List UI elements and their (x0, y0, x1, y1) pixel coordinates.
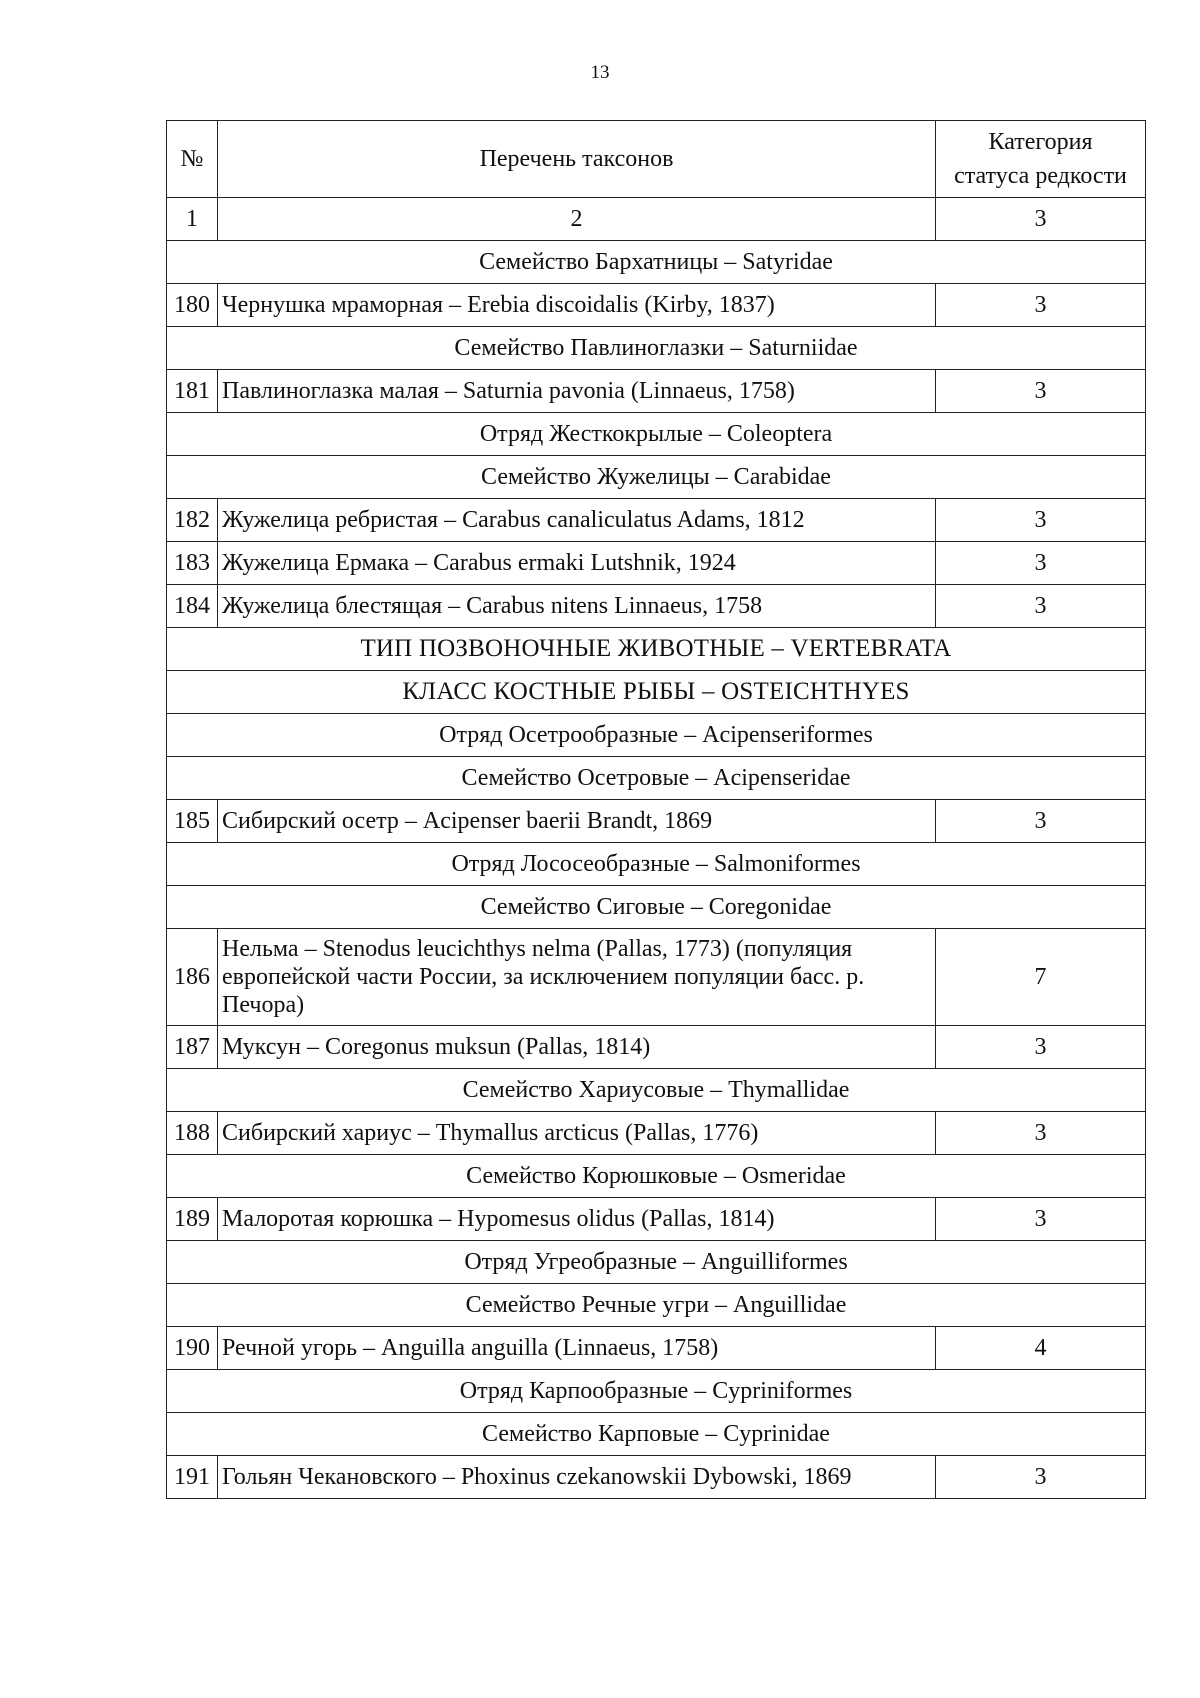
taxon-number: 181 (167, 370, 218, 413)
taxon-name: Малоротая корюшка – Hypomesus olidus (Pallas, 1814) (218, 1198, 936, 1241)
group-heading: Семейство Речные угри – Anguillidae (167, 1284, 1146, 1327)
group-heading: Отряд Карпообразные – Cypriniformes (167, 1370, 1146, 1413)
group-heading: Отряд Осетрообразные – Acipenseriformes (167, 714, 1146, 757)
taxon-row (167, 800, 1146, 843)
group-heading-row (167, 1284, 1146, 1327)
rarity-category: 3 (936, 284, 1146, 327)
group-heading-row (167, 757, 1146, 800)
taxon-name: Нельма – Stenodus leucichthys nelma (Pallas, 1773) (популяция европейской части России, за исключением популяции басс. р. Печора) (218, 929, 936, 1026)
taxon-name: Жужелица ребристая – Carabus canaliculatus Adams, 1812 (218, 499, 936, 542)
taxon-number: 182 (167, 499, 218, 542)
group-heading: Отряд Лососеобразные – Salmoniformes (167, 843, 1146, 886)
taxon-name: Сибирский осетр – Acipenser baerii Brandt, 1869 (218, 800, 936, 843)
taxon-row (167, 284, 1146, 327)
group-heading-row (167, 1413, 1146, 1456)
rarity-category: 3 (936, 370, 1146, 413)
taxon-number: 190 (167, 1327, 218, 1370)
group-heading-row (167, 327, 1146, 370)
taxon-name: Жужелица блестящая – Carabus nitens Linnaeus, 1758 (218, 585, 936, 628)
rarity-category: 3 (936, 800, 1146, 843)
group-heading-row (167, 1370, 1146, 1413)
group-heading-row (167, 1069, 1146, 1112)
header-category (936, 121, 1146, 198)
group-heading-row (167, 1241, 1146, 1284)
taxon-number: 183 (167, 542, 218, 585)
taxon-number: 184 (167, 585, 218, 628)
column-index-row (167, 198, 1146, 241)
group-heading: Семейство Сиговые – Coregonidae (167, 886, 1146, 929)
taxon-name: Речной угорь – Anguilla anguilla (Linnaeus, 1758) (218, 1327, 936, 1370)
taxon-name: Муксун – Coregonus muksun (Pallas, 1814) (218, 1026, 936, 1069)
page-number: 13 (590, 62, 610, 83)
taxon-row (167, 1026, 1146, 1069)
group-heading: Семейство Осетровые – Acipenseridae (167, 757, 1146, 800)
taxon-number: 185 (167, 800, 218, 843)
taxon-number: 180 (167, 284, 218, 327)
taxon-row (167, 1456, 1146, 1499)
taxon-name: Гольян Чекановского – Phoxinus czekanowskii Dybowski, 1869 (218, 1456, 936, 1499)
taxon-number: 189 (167, 1198, 218, 1241)
taxon-number: 188 (167, 1112, 218, 1155)
taxa-table-body (167, 121, 1146, 1499)
taxon-number: 186 (167, 929, 218, 1026)
group-heading: Семейство Павлиноглазки – Saturniidae (167, 327, 1146, 370)
group-heading: Семейство Корюшковые – Osmeridae (167, 1155, 1146, 1198)
group-heading-row (167, 413, 1146, 456)
header-num: № (167, 121, 218, 198)
taxon-row (167, 1112, 1146, 1155)
rarity-category: 3 (936, 499, 1146, 542)
header-category-line2: статуса редкости (954, 163, 1127, 189)
group-heading: ТИП ПОЗВОНОЧНЫЕ ЖИВОТНЫЕ – VERTEBRATA (167, 628, 1146, 671)
taxon-number: 187 (167, 1026, 218, 1069)
column-index-1: 1 (167, 198, 218, 241)
taxon-name: Жужелица Ермака – Carabus ermaki Lutshnik, 1924 (218, 542, 936, 585)
taxon-name: Павлиноглазка малая – Saturnia pavonia (Linnaeus, 1758) (218, 370, 936, 413)
group-heading: Семейство Карповые – Cyprinidae (167, 1413, 1146, 1456)
taxon-row (167, 585, 1146, 628)
group-heading: Отряд Угреобразные – Anguilliformes (167, 1241, 1146, 1284)
header-category-line1: Категория (988, 129, 1093, 155)
taxon-row (167, 499, 1146, 542)
rarity-category: 3 (936, 1456, 1146, 1499)
taxon-name: Чернушка мраморная – Erebia discoidalis (Kirby, 1837) (218, 284, 936, 327)
group-heading-row (167, 1155, 1146, 1198)
group-heading-row (167, 671, 1146, 714)
rarity-category: 3 (936, 1026, 1146, 1069)
rarity-category: 3 (936, 542, 1146, 585)
taxa-table (166, 120, 1146, 1499)
rarity-category: 3 (936, 1198, 1146, 1241)
group-heading: Семейство Жужелицы – Carabidae (167, 456, 1146, 499)
header-row (167, 121, 1146, 198)
header-taxa-list: Перечень таксонов (218, 121, 936, 198)
group-heading: Семейство Хариусовые – Thymallidae (167, 1069, 1146, 1112)
group-heading-row (167, 714, 1146, 757)
group-heading-row (167, 628, 1146, 671)
column-index-3: 3 (936, 198, 1146, 241)
group-heading-row (167, 456, 1146, 499)
taxon-row (167, 370, 1146, 413)
rarity-category: 3 (936, 1112, 1146, 1155)
rarity-category: 4 (936, 1327, 1146, 1370)
taxon-name: Сибирский хариус – Thymallus arcticus (Pallas, 1776) (218, 1112, 936, 1155)
taxon-row (167, 542, 1146, 585)
taxon-row (167, 1327, 1146, 1370)
rarity-category: 3 (936, 585, 1146, 628)
group-heading-row (167, 843, 1146, 886)
column-index-2: 2 (218, 198, 936, 241)
taxon-row (167, 929, 1146, 1026)
group-heading: Отряд Жесткокрылые – Coleoptera (167, 413, 1146, 456)
group-heading: КЛАСС КОСТНЫЕ РЫБЫ – OSTEICHTHYES (167, 671, 1146, 714)
group-heading-row (167, 886, 1146, 929)
taxon-number: 191 (167, 1456, 218, 1499)
rarity-category: 7 (936, 929, 1146, 1026)
taxon-row (167, 1198, 1146, 1241)
group-heading-row (167, 241, 1146, 284)
group-heading: Семейство Бархатницы – Satyridae (167, 241, 1146, 284)
